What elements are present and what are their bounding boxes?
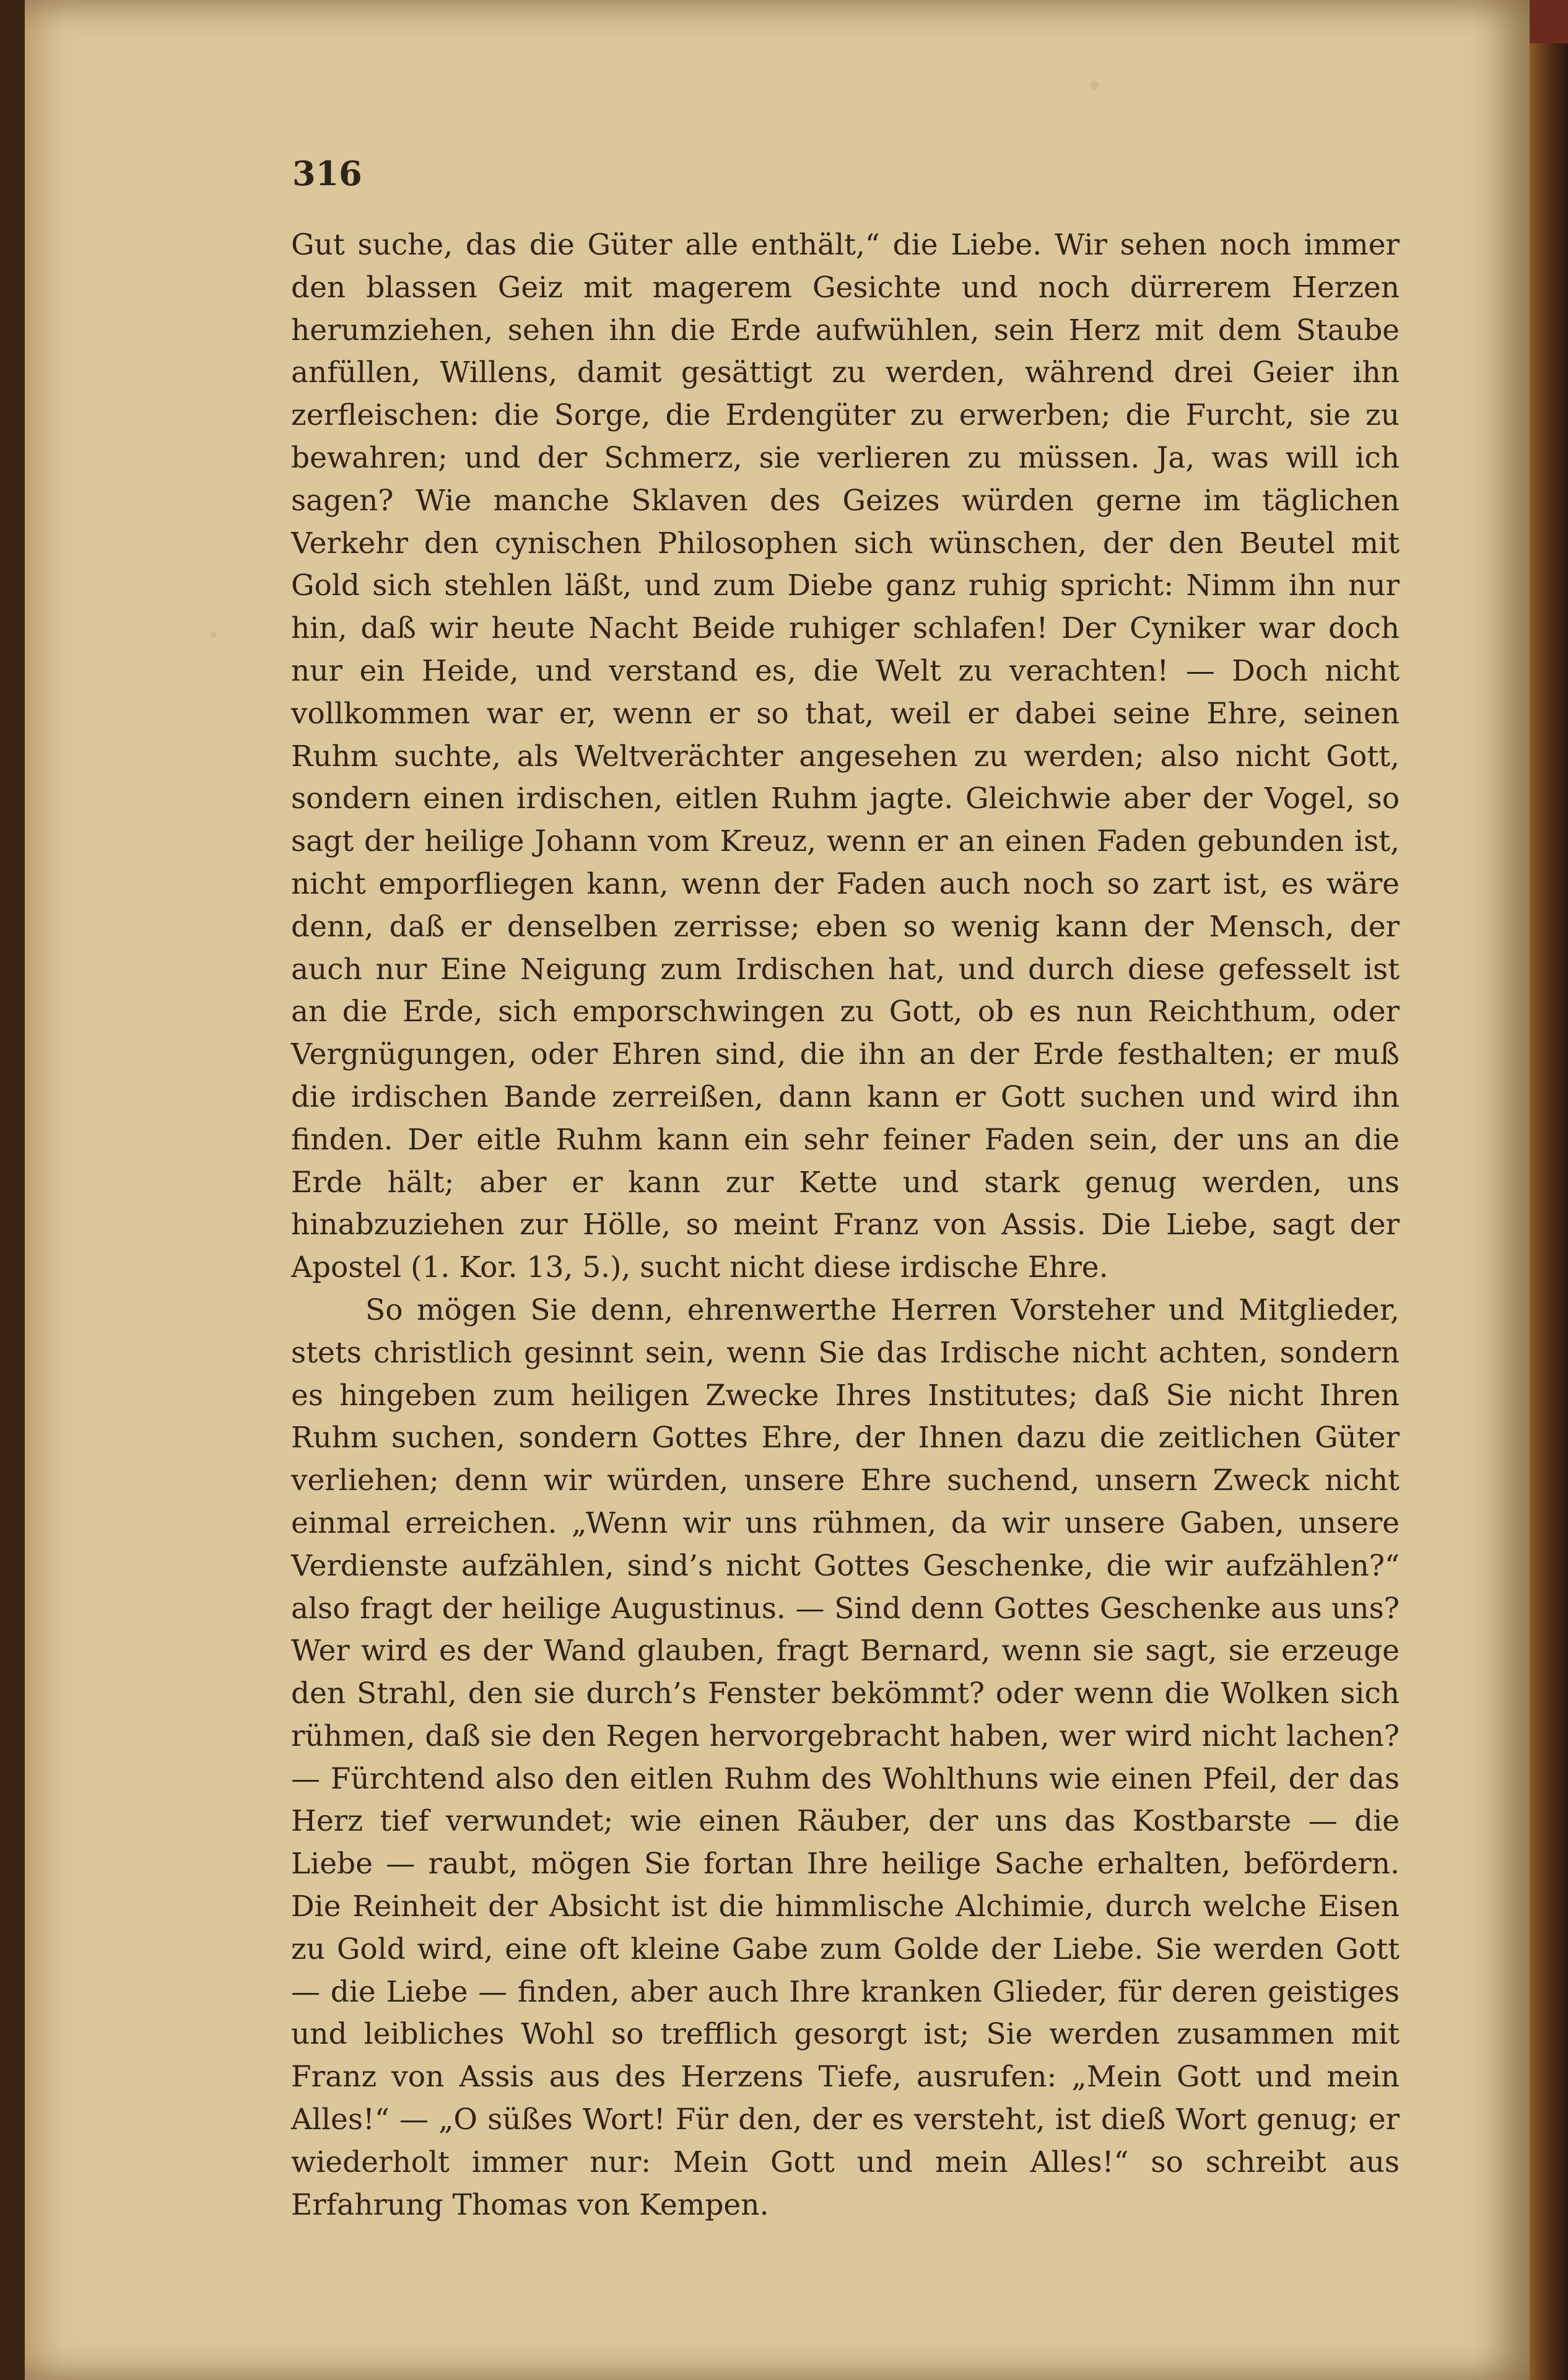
book-spine bbox=[1530, 0, 1568, 2380]
book-spine-cap bbox=[1530, 0, 1568, 43]
paper-page bbox=[25, 0, 1530, 2380]
foxing-spot bbox=[211, 632, 217, 638]
paragraph: Gut suche, das die Güter alle enthält,“ die Liebe. Wir sehen noch immer den blassen Geiz mit magerem Gesichte und noch dürrerem Herzen herumziehen, sehen ihn die Erde aufwühlen, sein Herz mit dem Staube anfüllen, Willens, damit gesättigt zu werden, während drei Geier ihn zerfleischen: die Sorge, die Erdengüter zu erwerben; die Furcht, sie zu bewahren; und der Schmerz, sie verlieren zu müssen. Ja, was will ich sagen? Wie manche Sklaven des Geizes würden gerne im täglichen Verkehr den cynischen Philosophen sich wünschen, der den Beutel mit Gold sich stehlen läßt, und zum Diebe ganz ruhig spricht: Nimm ihn nur hin, daß wir heute Nacht Beide ruhiger schlafen! Der Cyniker war doch nur ein Heide, und verstand es, die Welt zu verachten! — Doch nicht vollkommen war er, wenn er so that, weil er dabei seine Ehre, seinen Ruhm suchte, als Weltverächter angesehen zu werden; also nicht Gott, sondern einen irdischen, eitlen Ruhm jagte. Gleichwie aber der Vogel, so sagt der heilige Johann vom Kreuz, wenn er an einen Faden gebunden ist, nicht emporfliegen kann, wenn der Faden auch noch so zart ist, es wäre denn, daß er denselben zerrisse; eben so wenig kann der Mensch, der auch nur Eine Neigung zum Irdischen hat, und durch diese gefesselt ist an die Erde, sich emporschwingen zu Gott, ob es nun Reichthum, oder Vergnügungen, oder Ehren sind, die ihn an der Erde festhalten; er muß die irdischen Bande zerreißen, dann kann er Gott suchen und wird ihn finden. Der eitle Ruhm kann ein sehr feiner Faden sein, der uns an die Erde hält; aber er kann zur Kette und stark genug werden, uns hinabzuziehen zur Hölle, so meint Franz von Assis. Die Liebe, sagt der Apostel (1. Kor. 13, 5.), sucht nicht diese irdische Ehre. bbox=[291, 228, 1400, 1285]
body-text bbox=[291, 224, 1400, 2226]
paragraph: So mögen Sie denn, ehrenwerthe Herren Vorsteher und Mitglieder, stets christlich gesinnt sein, wenn Sie das Irdische nicht achten, sondern es hingeben zum heiligen Zwecke Ihres Institutes; daß Sie nicht Ihren Ruhm suchen, sondern Gottes Ehre, der Ihnen dazu die zeitlichen Güter verliehen; denn wir würden, unsere Ehre suchend, unsern Zweck nicht einmal erreichen. „Wenn wir uns rühmen, da wir unsere Gaben, unsere Verdienste aufzählen, sind’s nicht Gottes Geschenke, die wir aufzählen?“ also fragt der heilige Augustinus. — Sind denn Gottes Geschenke aus uns? Wer wird es der Wand glauben, fragt Bernard, wenn sie sagt, sie erzeuge den Strahl, den sie durch’s Fenster bekömmt? oder wenn die Wolken sich rühmen, daß sie den Regen hervorgebracht haben, wer wird nicht lachen? — Fürchtend also den eitlen Ruhm des Wohlthuns wie einen Pfeil, der das Herz tief verwundet; wie einen Räuber, der uns das Kostbarste — die Liebe — raubt, mögen Sie fortan Ihre heilige Sache erhalten, befördern. Die Reinheit der Absicht ist die himmlische Alchimie, durch welche Eisen zu Gold wird, eine oft kleine Gabe zum Golde der Liebe. Sie werden Gott — die Liebe — finden, aber auch Ihre kranken Glieder, für deren geistiges und leibliches Wohl so trefflich gesorgt ist; Sie werden zusammen mit Franz von Assis aus des Herzens Tiefe, ausrufen: „Mein Gott und mein Alles!“ — „O süßes Wort! Für den, der es versteht, ist dieß Wort genug; er wiederholt immer nur: Mein Gott und mein Alles!“ so schreibt aus Erfahrung Thomas von Kempen. bbox=[291, 1292, 1400, 2222]
page-number: 316 bbox=[292, 154, 362, 193]
foxing-spot bbox=[1090, 81, 1099, 89]
